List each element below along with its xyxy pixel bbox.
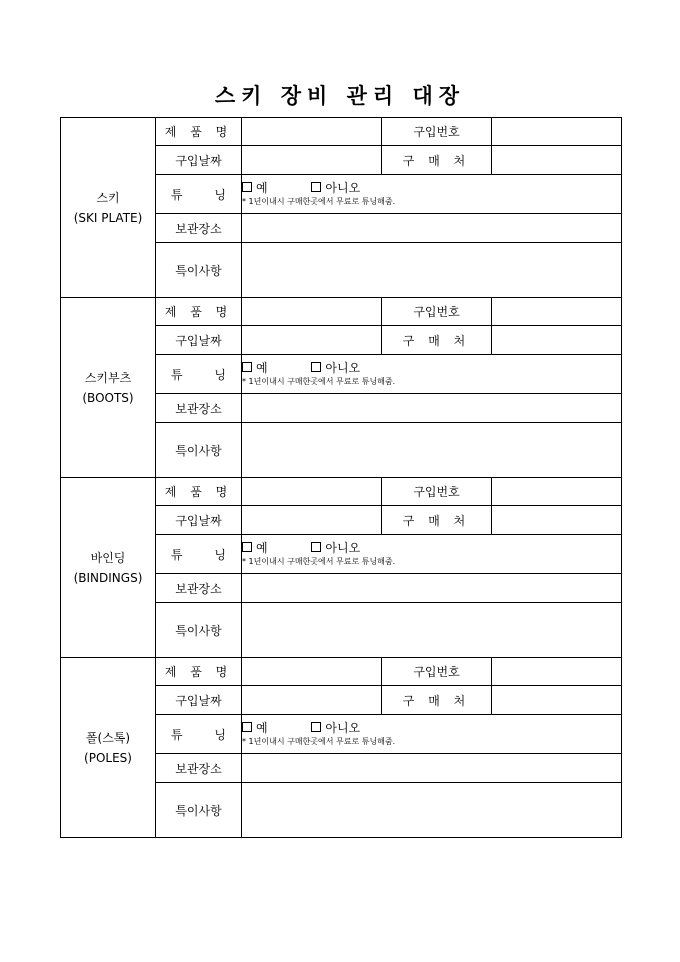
tuning-no-option[interactable]: [311, 181, 360, 196]
purchase-date-label: 구입날짜: [156, 326, 242, 355]
checkbox-icon[interactable]: [242, 542, 252, 552]
tuning-no-label: 아니오: [325, 720, 361, 735]
product-name-label: 제 품 명: [156, 298, 242, 326]
tuning-label: 튜 닝: [156, 175, 242, 214]
tuning-yes-label: 예: [256, 180, 268, 195]
tuning-yes-label: 예: [256, 540, 268, 555]
tuning-note: * 1년이내시 구매한곳에서 무료로 튜닝해줌.: [242, 376, 396, 386]
remarks-field[interactable]: [242, 243, 622, 298]
category-name: 폴(스톡): [85, 730, 131, 745]
remarks-field[interactable]: [242, 783, 622, 838]
product-name-field[interactable]: [242, 298, 382, 326]
checkbox-icon[interactable]: [242, 182, 252, 192]
product-row: [61, 118, 622, 146]
purchase-number-field[interactable]: [492, 298, 622, 326]
equipment-category: [61, 658, 156, 838]
storage-field[interactable]: [242, 214, 622, 243]
purchase-number-label: 구입번호: [382, 658, 492, 686]
category-name: 스키부츠: [84, 370, 132, 385]
tuning-yes-option[interactable]: [242, 541, 268, 556]
vendor-label: 구 매 처: [382, 326, 492, 355]
tuning-yes-label: 예: [256, 720, 268, 735]
category-name-en: (SKI PLATE): [73, 210, 143, 225]
tuning-options: [242, 715, 622, 754]
tuning-no-label: 아니오: [325, 360, 361, 375]
purchase-date-field[interactable]: [242, 146, 382, 175]
product-name-field[interactable]: [242, 658, 382, 686]
purchase-number-label: 구입번호: [382, 478, 492, 506]
product-name-label: 제 품 명: [156, 658, 242, 686]
purchase-date-field[interactable]: [242, 506, 382, 535]
remarks-label: 특이사항: [156, 783, 242, 838]
storage-field[interactable]: [242, 754, 622, 783]
purchase-number-label: 구입번호: [382, 118, 492, 146]
product-row: [61, 478, 622, 506]
purchase-date-label: 구입날짜: [156, 506, 242, 535]
remarks-field[interactable]: [242, 423, 622, 478]
purchase-number-field[interactable]: [492, 118, 622, 146]
category-name-en: (BINDINGS): [73, 570, 143, 585]
vendor-label: 구 매 처: [382, 686, 492, 715]
storage-label: 보관장소: [156, 394, 242, 423]
equipment-category: [61, 478, 156, 658]
tuning-no-label: 아니오: [325, 180, 361, 195]
category-name: 바인딩: [90, 550, 126, 565]
tuning-note: * 1년이내시 구매한곳에서 무료로 튜닝해줌.: [242, 736, 396, 746]
category-name: 스키: [96, 190, 120, 205]
tuning-label: 튜 닝: [156, 355, 242, 394]
tuning-options: [242, 175, 622, 214]
checkbox-icon[interactable]: [311, 182, 321, 192]
tuning-yes-option[interactable]: [242, 181, 268, 196]
checkbox-icon[interactable]: [311, 362, 321, 372]
storage-label: 보관장소: [156, 214, 242, 243]
storage-label: 보관장소: [156, 754, 242, 783]
equipment-ledger-table: [60, 117, 622, 838]
storage-label: 보관장소: [156, 574, 242, 603]
tuning-label: 튜 닝: [156, 715, 242, 754]
purchase-number-field[interactable]: [492, 478, 622, 506]
checkbox-icon[interactable]: [242, 362, 252, 372]
checkbox-icon[interactable]: [311, 542, 321, 552]
storage-field[interactable]: [242, 574, 622, 603]
tuning-yes-option[interactable]: [242, 361, 268, 376]
tuning-no-option[interactable]: [311, 721, 360, 736]
tuning-yes-label: 예: [256, 360, 268, 375]
tuning-label: 튜 닝: [156, 535, 242, 574]
product-name-label: 제 품 명: [156, 118, 242, 146]
remarks-label: 특이사항: [156, 603, 242, 658]
checkbox-icon[interactable]: [242, 722, 252, 732]
purchase-date-field[interactable]: [242, 686, 382, 715]
product-name-label: 제 품 명: [156, 478, 242, 506]
vendor-label: 구 매 처: [382, 146, 492, 175]
product-name-field[interactable]: [242, 478, 382, 506]
remarks-label: 특이사항: [156, 423, 242, 478]
vendor-field[interactable]: [492, 326, 622, 355]
storage-field[interactable]: [242, 394, 622, 423]
equipment-category: [61, 298, 156, 478]
vendor-field[interactable]: [492, 506, 622, 535]
remarks-field[interactable]: [242, 603, 622, 658]
vendor-field[interactable]: [492, 686, 622, 715]
tuning-options: [242, 355, 622, 394]
tuning-no-label: 아니오: [325, 540, 361, 555]
tuning-no-option[interactable]: [311, 361, 360, 376]
product-row: [61, 298, 622, 326]
checkbox-icon[interactable]: [311, 722, 321, 732]
vendor-field[interactable]: [492, 146, 622, 175]
remarks-label: 특이사항: [156, 243, 242, 298]
tuning-note: * 1년이내시 구매한곳에서 무료로 튜닝해줌.: [242, 556, 396, 566]
product-row: [61, 658, 622, 686]
page-title: 스키 장비 관리 대장: [214, 83, 466, 108]
tuning-yes-option[interactable]: [242, 721, 268, 736]
equipment-category: [61, 118, 156, 298]
purchase-number-field[interactable]: [492, 658, 622, 686]
category-name-en: (POLES): [84, 750, 132, 765]
vendor-label: 구 매 처: [382, 506, 492, 535]
purchase-number-label: 구입번호: [382, 298, 492, 326]
tuning-note: * 1년이내시 구매한곳에서 무료로 튜닝해줌.: [242, 196, 396, 206]
category-name-en: (BOOTS): [82, 390, 134, 405]
tuning-no-option[interactable]: [311, 541, 360, 556]
purchase-date-label: 구입날짜: [156, 146, 242, 175]
tuning-options: [242, 535, 622, 574]
purchase-date-label: 구입날짜: [156, 686, 242, 715]
purchase-date-field[interactable]: [242, 326, 382, 355]
product-name-field[interactable]: [242, 118, 382, 146]
